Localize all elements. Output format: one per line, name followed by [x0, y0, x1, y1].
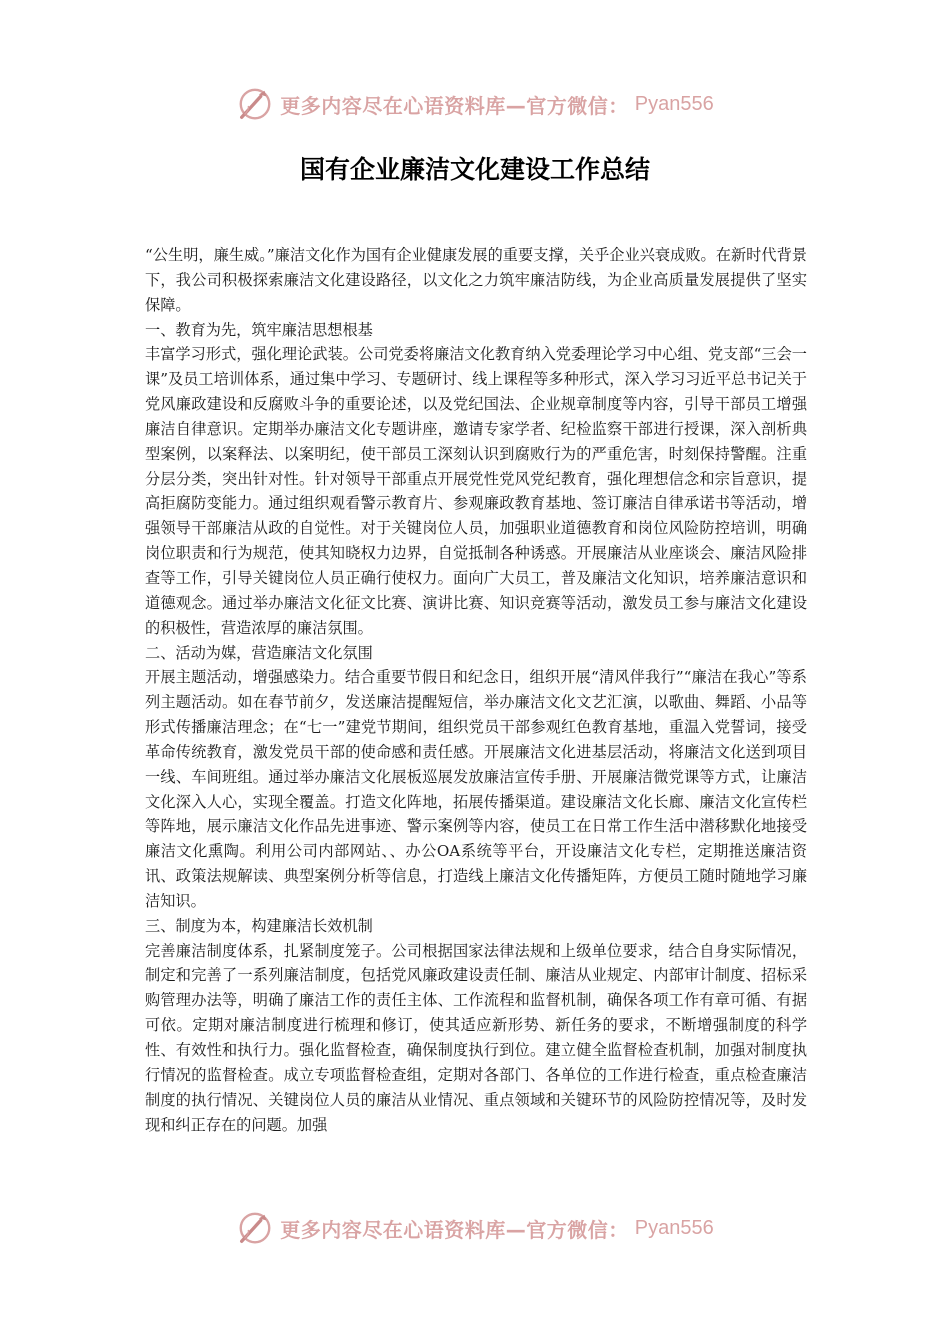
header-watermark-banner — [0, 82, 950, 126]
section-heading-1: 一、教育为先，筑牢廉洁思想根基 — [145, 320, 373, 339]
watermark-wechat-id: Pyan556 — [634, 92, 714, 115]
brush-pen-logo-icon — [236, 1209, 274, 1247]
section-body-2: 开展主题活动，增强感染力。结合重要节假日和纪念日，组织开展“清风伴我行”“廉洁在我心”等系列主题活动。如在春节前夕，发送廉洁提醒短信，举办廉洁文化文艺汇演，以歌曲、舞蹈、小品等形式传播廉洁理念；在“七一”建党节期间，组织党员干部参观红色教育基地，重温入党誓词，接受革命传统教育，激发党员干部的使命感和责任感。开展廉洁文化进基层活动，将廉洁文化送到项目一线、车间班组。通过举办廉洁文化展板巡展发放廉洁宣传手册、开展廉洁微党课等方式，让廉洁文化深入人心，实现全覆盖。打造文化阵地，拓展传播渠道。建设廉洁文化长廊、廉洁文化宣传栏等阵地，展示廉洁文化作品先进事迹、警示案例等内容，使员工在日常工作生活中潜移默化地接受廉洁文化熏陶。利用公司内部网站、、办公OA系统等平台，开设廉洁文化专栏，定期推送廉洁资讯、政策法规解读、典型案例分析等信息，打造线上廉洁文化传播矩阵，方便员工随时随地学习廉洁知识。 — [145, 668, 807, 910]
document-title: 国有企业廉洁文化建设工作总结 — [299, 155, 650, 184]
footer-watermark-banner — [0, 1206, 950, 1250]
watermark-wechat-id: Pyan556 — [634, 1216, 714, 1239]
watermark-text: 更多内容尽在心语资料库—官方微信： — [280, 1217, 629, 1242]
brush-pen-logo-icon — [236, 85, 274, 123]
section-body-3: 完善廉洁制度体系，扎紧制度笼子。公司根据国家法律法规和上级单位要求，结合自身实际情况，制定和完善了一系列廉洁制度，包括党风廉政建设责任制、廉洁从业规定、内部审计制度、招标采购管理办法等，明确了廉洁工作的责任主体、工作流程和监督机制，确保各项工作有章可循、有据可依。定期对廉洁制度进行梳理和修订，使其适应新形势、新任务的要求，不断增强制度的科学性、有效性和执行力。强化监督检查，确保制度执行到位。建立健全监督检查机制，加强对制度执行情况的监督检查。成立专项监督检查组，定期对各部门、各单位的工作进行检查，重点检查廉洁制度的执行情况、关键岗位人员的廉洁从业情况、重点领域和关键环节的风险防控情况等，及时发现和纠正存在的问题。加强 — [145, 941, 807, 1134]
section-heading-2: 二、活动为媒，营造廉洁文化氛围 — [145, 643, 373, 662]
section-body-1: 丰富学习形式，强化理论武装。公司党委将廉洁文化教育纳入党委理论学习中心组、党支部“三会一课”及员工培训体系，通过集中学习、专题研讨、线上课程等多种形式，深入学习习近平总书记关于党风廉政建设和反腐败斗争的重要论述，以及党纪国法、企业规章制度等内容，引导干部员工增强廉洁自律意识。定期举办廉洁文化专题讲座，邀请专家学者、纪检监察干部进行授课，深入剖析典型案例，以案释法、以案明纪，使干部员工深刻认识到腐败行为的严重危害，时刻保持警醒。注重分层分类，突出针对性。针对领导干部重点开展党性党风党纪教育，强化理想信念和宗旨意识，提高拒腐防变能力。通过组织观看警示教育片、参观廉政教育基地、签订廉洁自律承诺书等活动，增强领导干部廉洁从政的自觉性。对于关键岗位人员，加强职业道德教育和岗位风险防控培训，明确岗位职责和行为规范，使其知晓权力边界，自觉抵制各种诱惑。开展廉洁从业座谈会、廉洁风险排查等工作，引导关键岗位人员正确行使权力。面向广大员工，普及廉洁文化知识，培养廉洁意识和道德观念。通过举办廉洁文化征文比赛、演讲比赛、知识竞赛等活动，激发员工参与廉洁文化建设的积极性，营造浓厚的廉洁氛围。 — [145, 345, 807, 637]
document-body — [145, 243, 807, 1137]
intro-paragraph: “公生明，廉生威。”廉洁文化作为国有企业健康发展的重要支撑，关乎企业兴衰成败。在新时代背景下，我公司积极探索廉洁文化建设路径，以文化之力筑牢廉洁防线，为企业高质量发展提供了坚实保障。 — [145, 246, 807, 314]
section-heading-3: 三、制度为本，构建廉洁长效机制 — [145, 916, 373, 935]
watermark-text: 更多内容尽在心语资料库—官方微信： — [280, 93, 629, 118]
